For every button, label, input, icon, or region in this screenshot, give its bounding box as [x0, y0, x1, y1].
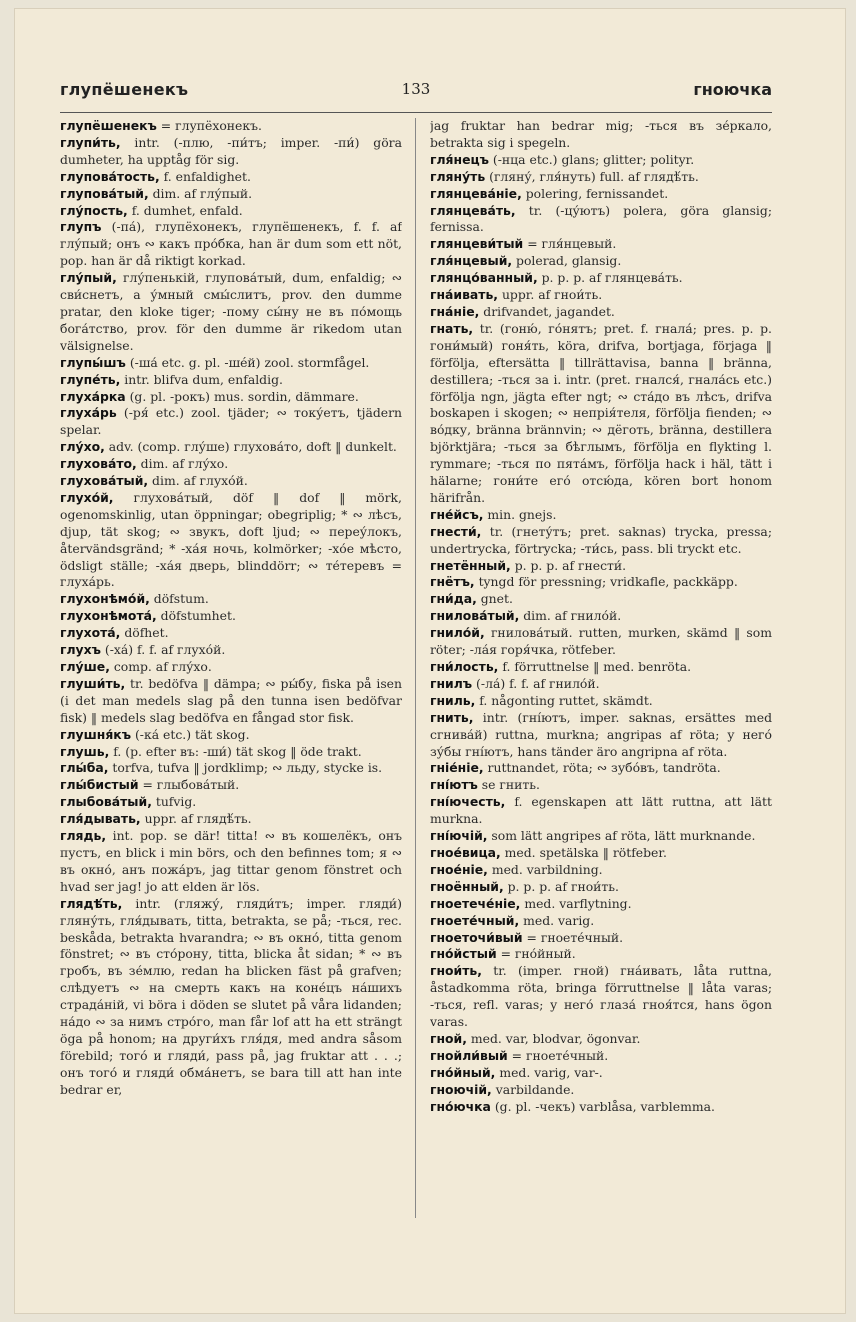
- dictionary-entry: [430, 321, 772, 507]
- entry-headword: глы́бистый: [60, 777, 139, 793]
- entry-definition: polerad, glansig.: [512, 253, 622, 269]
- dictionary-entry: [430, 845, 772, 862]
- entry-headword: глядѣ́ть,: [60, 895, 123, 911]
- entry-definition: (гляну́, гля́нуть) full. af глядѣ́ть.: [485, 168, 699, 184]
- entry-definition: p. p. p. af гнести́.: [510, 557, 627, 573]
- entry-definition: jag fruktar han bedrar mig; -ться въ зе́ркало, betrakta sig i spegeln.: [430, 118, 772, 150]
- entry-headword: гнилъ: [430, 675, 473, 691]
- entry-headword: гнило́й,: [430, 625, 485, 641]
- entry-definition: f. egenskapen att lätt ruttna, att lätt murkna.: [430, 794, 772, 827]
- entry-definition: dim. af глу́хо.: [136, 456, 229, 472]
- dictionary-entry: [60, 439, 402, 456]
- entry-definition: intr. (гляжу́, гляди́тъ; imper. гляди́) гляну́ть, гля́дывать, titta, betrakta, se på; -ться, rec. beskåda, betrakta hvarandra; ∾ въ окно́, titta genom fönstret; ∾ въ сто́рону, titta, blicka åt sidan; * ∾ въ гробъ, въ зе́млю, redan ha blicken fäst på grafven; слѣдуетъ ∾ на смерть какъ на коне́цъ на́шихъ страда́ній, vi böra i döden se slutet på våra lidanden; на́до ∾ за нимъ стро́го, man får lof att ha ett strängt öga på honom; на други́хъ гля́дя, med andra såsom förebild; того́ и гляди́, pass på, jag fruktar att . . .; онъ того́ и гляди́ обма́нетъ, se bara till att han inte bedrar er,: [60, 895, 402, 1097]
- dictionary-entry: [60, 744, 402, 761]
- dictionary-entry: [60, 405, 402, 439]
- entry-headword: глянцо́ванный,: [430, 270, 538, 286]
- entry-definition: глухова́тый, döf ‖ dof ‖ mörk, ogenomskinlig, utan öppningar; obegriplig; * ∾ лѣсъ, djup, tät skog; ∾ звукъ, doft ljud; ∾ переу́локъ, återvändsgränd; * -ха́я ночь, kolmörker; -хо́е мѣсто, ödsligt ställe; -ха́я дверь, blinddörr; ∾ те́теревъ = глуха́рь.: [60, 489, 402, 590]
- entry-definition: döfhet.: [120, 625, 169, 641]
- entry-headword: гнои́ть,: [430, 963, 482, 979]
- entry-headword: гнить,: [430, 709, 474, 725]
- dictionary-entry: [430, 1048, 772, 1065]
- entry-headword: гнетённый,: [430, 557, 511, 573]
- entry-headword: гна́ивать,: [430, 287, 499, 303]
- entry-definition: = гно́йный.: [496, 946, 576, 962]
- dictionary-entry: [60, 118, 402, 135]
- entry-headword: гні́ютъ: [430, 777, 478, 793]
- entry-definition: döfstumhet.: [156, 608, 236, 624]
- entry-headword: гнести́,: [430, 523, 482, 539]
- entry-definition: (g. pl. -рокъ) mus. sordin, dämmare.: [125, 388, 359, 404]
- dictionary-entry: [60, 896, 402, 1099]
- entry-definition: adv. (comp. глу́ше) глухова́то, doft ‖ dunkelt.: [104, 439, 397, 455]
- entry-definition: глу́пенькій, глупова́тый, dum, enfaldig; ∾ сви́снетъ, а у́мный смы́слитъ, prov. den dumme pratar, den kloke tiger; -пому сы́ну не въ по́мощь бога́тство, prov. för den dumme är rikedom utan välsignelse.: [60, 270, 402, 353]
- entry-headword: гно́йстый: [430, 946, 497, 962]
- entry-definition: uppr. af глядѣ́ть.: [140, 811, 252, 827]
- entry-definition: drifvandet, jagandet.: [479, 303, 615, 319]
- dictionary-entry: [430, 304, 772, 321]
- entry-definition: f. förruttnelse ‖ med. benröta.: [498, 659, 692, 674]
- dictionary-entry: [430, 186, 772, 203]
- dictionary-entry: [430, 1031, 772, 1048]
- entry-definition: f. (p. efter въ: -ши́) tät skog ‖ öde trakt.: [109, 743, 362, 759]
- entry-definition: dim. af гнило́й.: [519, 608, 622, 624]
- entry-headword: гноетече́ніе,: [430, 895, 521, 911]
- dictionary-entry: [430, 270, 772, 287]
- entry-definition: p. p. p. af гнои́ть.: [503, 878, 619, 894]
- entry-headword: гнать,: [430, 320, 474, 336]
- entry-headword: глухова́тый,: [60, 473, 149, 489]
- dictionary-entry: [430, 287, 772, 304]
- entry-headword: глу́пость,: [60, 202, 128, 218]
- dictionary-entry: [60, 456, 402, 473]
- dictionary-entry: [60, 355, 402, 372]
- entry-headword: гниль,: [430, 692, 476, 708]
- entry-headword: гное́вица,: [430, 844, 501, 860]
- dictionary-entry: [60, 659, 402, 676]
- dictionary-entry: [430, 558, 772, 575]
- entry-definition: (-па́), глупёхонекъ, глупёшенекъ, f. f. af глу́пый; онъ ∾ какъ про́бка, han är dum som ett nöt, pop. han är då riktigt korkad.: [60, 219, 402, 269]
- dictionary-entry: [60, 625, 402, 642]
- entry-definition: döfstum.: [149, 591, 209, 607]
- entry-headword: гноеточи́вый: [430, 929, 523, 945]
- entry-headword: глы́ба,: [60, 760, 109, 776]
- entry-headword: глухота́,: [60, 625, 121, 641]
- entry-definition: = гноете́чный.: [507, 1047, 609, 1063]
- entry-definition: f. enfaldighet.: [159, 168, 251, 184]
- entry-headword: глупёшенекъ: [60, 118, 157, 133]
- dictionary-entry: [430, 777, 772, 794]
- dictionary-entry: [430, 507, 772, 524]
- header-left-guideword: глупёшенекъ: [60, 80, 189, 99]
- entry-headword: гна́ніе,: [430, 303, 480, 319]
- entry-headword: гля́нцевый,: [430, 253, 513, 269]
- entry-headword: гля́нецъ: [430, 151, 489, 167]
- entry-headword: гни́да,: [430, 591, 477, 607]
- entry-headword: глухова́то,: [60, 456, 137, 472]
- entry-headword: глухо́й,: [60, 489, 114, 505]
- dictionary-entry: [430, 1082, 772, 1099]
- entry-headword: гнойли́вый: [430, 1047, 508, 1063]
- entry-definition: som lätt angripes af röta, lätt murknande.: [487, 828, 756, 844]
- entry-headword: гне́йсъ,: [430, 506, 484, 522]
- dictionary-entry: [430, 118, 772, 152]
- dictionary-entry: [60, 727, 402, 744]
- dictionary-entry: [430, 930, 772, 947]
- entry-definition: ruttnandet, röta; ∾ зубо́въ, tandröta.: [483, 760, 721, 776]
- dictionary-entry: [430, 169, 772, 186]
- dictionary-entry: [60, 794, 402, 811]
- right-column: [430, 118, 772, 1268]
- dictionary-entry: [430, 794, 772, 828]
- dictionary-entry: [430, 1099, 772, 1116]
- dictionary-entry: [430, 946, 772, 963]
- entry-definition: f. dumhet, enfald.: [127, 202, 243, 218]
- entry-headword: гной,: [430, 1030, 467, 1046]
- page-header: [60, 80, 772, 108]
- header-right-guideword: гноючка: [693, 80, 772, 99]
- entry-headword: гноете́чный,: [430, 912, 520, 928]
- dictionary-entry: [430, 152, 772, 169]
- dictionary-entry: [60, 760, 402, 777]
- entry-headword: глупы́шъ: [60, 354, 126, 370]
- dictionary-entry: [430, 676, 772, 693]
- dictionary-entry: [60, 608, 402, 625]
- entry-definition: uppr. af гнои́ть.: [498, 287, 603, 303]
- entry-headword: глу́пый,: [60, 270, 117, 286]
- entry-definition: p. p. p. af глянцева́ть.: [537, 270, 683, 286]
- dictionary-entry: [430, 913, 772, 930]
- dictionary-entry: [430, 524, 772, 558]
- dictionary-entry: [430, 659, 772, 676]
- entry-definition: tr. (imper. гной) гна́ивать, låta ruttna, åstadkomma röta, bringa förruttnelse ‖ låta varas; -ться, refl. varas; у него́ глаза́ гноя́тся, hans ögon varas.: [430, 963, 772, 1030]
- entry-definition: med. varflytning.: [520, 895, 632, 911]
- entry-definition: comp. af глу́хо.: [109, 659, 212, 674]
- dictionary-entry: [60, 811, 402, 828]
- entry-definition: (-нца etc.) glans; glitter; polityr.: [488, 151, 695, 167]
- entry-headword: гні́ючесть,: [430, 794, 506, 810]
- dictionary-entry: [60, 270, 402, 355]
- dictionary-entry: [430, 760, 772, 777]
- entry-headword: гноючій,: [430, 1081, 492, 1097]
- entry-definition: se гнить.: [477, 777, 540, 793]
- entry-definition: = гноете́чный.: [522, 929, 624, 945]
- entry-headword: глуши́ть,: [60, 675, 126, 691]
- dictionary-entry: [430, 862, 772, 879]
- entry-headword: глянцева́ть,: [430, 202, 516, 218]
- entry-headword: глушь,: [60, 743, 110, 759]
- entry-headword: глухъ: [60, 642, 101, 658]
- entry-definition: = глыбова́тый.: [138, 777, 240, 793]
- page-number: 133: [401, 80, 431, 98]
- entry-headword: гно́ючка: [430, 1098, 491, 1114]
- entry-definition: (-ря́ etc.) zool. tjäder; ∾ току́етъ, tjädern spelar.: [60, 405, 402, 438]
- dictionary-entry: [430, 710, 772, 761]
- entry-headword: гні́ючій,: [430, 828, 488, 844]
- dictionary-entry: [60, 372, 402, 389]
- entry-headword: гное́ніе,: [430, 861, 488, 877]
- entry-definition: = глупёхонекъ.: [156, 118, 262, 133]
- entry-definition: gnet.: [476, 591, 513, 607]
- entry-definition: varbildande.: [491, 1081, 575, 1097]
- entry-definition: (g. pl. -чекъ) varblåsa, varblemma.: [490, 1098, 715, 1114]
- entry-headword: гни́лость,: [430, 659, 499, 674]
- entry-headword: гноённый,: [430, 878, 504, 894]
- dictionary-entry: [60, 490, 402, 591]
- entry-definition: гнилова́тый. rutten, murken, skämd ‖ som röter; -ла́я горя́чка, rötfeber.: [430, 625, 772, 658]
- entry-definition: tufvig.: [151, 794, 197, 810]
- dictionary-entry: [430, 608, 772, 625]
- dictionary-entry: [430, 203, 772, 237]
- entry-headword: глупова́тый,: [60, 185, 149, 201]
- entry-headword: глу́хо,: [60, 439, 105, 455]
- entry-headword: гніе́ніе,: [430, 760, 484, 776]
- dictionary-entry: [430, 896, 772, 913]
- entry-headword: глянцева́ніе,: [430, 185, 522, 201]
- dictionary-entry: [60, 219, 402, 270]
- entry-definition: intr. blifva dum, enfaldig.: [120, 371, 283, 387]
- dictionary-entry: [430, 253, 772, 270]
- dictionary-entry: [430, 693, 772, 710]
- dictionary-entry: [430, 574, 772, 591]
- entry-definition: (-ка́ etc.) tät skog.: [131, 726, 250, 742]
- entry-definition: intr. (-плю, -пи́тъ; imper. -пи́) göra dumheter, ha upptåg för sig.: [60, 134, 402, 167]
- entry-headword: глупе́ть,: [60, 371, 121, 387]
- entry-headword: глухонѣмо́й,: [60, 591, 150, 607]
- entry-definition: intr. (гні́ютъ, imper. saknas, ersättes med сгнива́й) ruttna, murkna; angripas af röta; у него́ зу́бы гні́ютъ, hans tänder äro angripna af röta.: [430, 709, 772, 759]
- entry-definition: tr. (-цу́ютъ) polera, göra glansig; fernissa.: [430, 202, 772, 235]
- entry-headword: глупова́тость,: [60, 168, 160, 184]
- entry-definition: = гля́нцевый.: [523, 236, 617, 252]
- entry-definition: (-ха́) f. f. af глухо́й.: [100, 642, 226, 658]
- entry-headword: глу́ше,: [60, 659, 110, 674]
- entry-headword: глупи́ть,: [60, 134, 121, 150]
- entry-definition: tr. (гоню́, го́нятъ; pret. f. гнала́; pres. p. p. гони́мый) гоня́ть, köra, drifva, bortjaga, förjaga ‖ förfölja, eftersätta ‖ tillrättavisa, banna ‖ bränna, destillera; -ться за i. intr. (pret. гнался́, гнала́сь etc.) förfölja ngn, jägta efter ngt; ∾ ста́до въ лѣсъ, drifva boskapen i skogen; ∾ непрія́теля, förfölja fienden; ∾ во́дку, bränna brännvin; ∾ дёготь, bränna, destillera björktjära; -ться за бѣглымъ, förfölja en flykting l. rymmare; -ться по пята́мъ, förfölja hack i häl, tätt i hälarne; гони́те его́ отсю́да, kören bort honom härifrån.: [430, 320, 772, 505]
- entry-headword: гля́дывать,: [60, 811, 141, 827]
- entry-headword: глянцеви́тый: [430, 236, 524, 252]
- entry-headword: гнилова́тый,: [430, 608, 520, 624]
- entry-headword: глядь,: [60, 828, 107, 844]
- entry-definition: torfva, tufva ‖ jordklimp; ∾ льду, stycke is.: [108, 760, 383, 776]
- dictionary-entry: [60, 473, 402, 490]
- entry-headword: глухонѣмота́,: [60, 608, 157, 624]
- entry-definition: min. gnejs.: [483, 506, 557, 522]
- column-divider: [415, 118, 416, 1218]
- entry-definition: med. varig.: [519, 912, 595, 928]
- dictionary-entry: [60, 389, 402, 406]
- dictionary-entry: [430, 591, 772, 608]
- dictionary-entry: [60, 676, 402, 727]
- dictionary-entry: [60, 169, 402, 186]
- dictionary-entry: [60, 186, 402, 203]
- dictionary-entry: [60, 777, 402, 794]
- dictionary-entry: [430, 236, 772, 253]
- entry-definition: (-ша́ etc. g. pl. -шéй) zool. stormfågel.: [125, 354, 370, 370]
- left-column: [60, 118, 402, 1268]
- dictionary-entry: [60, 135, 402, 169]
- entry-headword: глуха́рь: [60, 405, 117, 421]
- dictionary-entry: [430, 879, 772, 896]
- entry-definition: (-ла́) f. f. af гнило́й.: [472, 675, 600, 691]
- entry-definition: polering, fernissandet.: [521, 185, 669, 201]
- dictionary-entry: [430, 963, 772, 1031]
- entry-definition: tyngd för pressning; vridkafle, packkäpp.: [474, 574, 738, 590]
- entry-definition: tr. bedöfva ‖ dämpa; ∾ ры́бу, fiska på isen (i det man medels slag på den tunna isen bedöfvar fisk) ‖ medels slag bedöfva en fångad stor fisk.: [60, 675, 402, 725]
- header-rule: [60, 112, 772, 113]
- entry-definition: med. var, blodvar, ögonvar.: [466, 1030, 641, 1046]
- dictionary-entry: [60, 828, 402, 896]
- entry-definition: tr. (гнету́тъ; pret. saknas) trycka, pressa; undertrycka, förtrycka; -ти́сь, pass. bli tryckt etc.: [430, 523, 772, 556]
- entry-headword: глушня́къ: [60, 726, 132, 742]
- entry-definition: med. spetälska ‖ rötfeber.: [500, 844, 667, 860]
- entry-definition: int. pop. se där! titta! ∾ въ кошелёкъ, онъ пустъ, en blick i min börs, och den befinnes tom; я ∾ въ окно́, анъ пожа́ръ, jag tittar genom fönstret och hvad ser jag! jo att elden är lös.: [60, 828, 402, 894]
- dictionary-entry: [60, 642, 402, 659]
- entry-definition: dim. af глу́пый.: [148, 185, 253, 201]
- entry-definition: med. varig, var-.: [495, 1064, 603, 1080]
- dictionary-entry: [60, 203, 402, 220]
- entry-headword: глупъ: [60, 219, 102, 235]
- dictionary-entry: [430, 828, 772, 845]
- dictionary-entry: [430, 625, 772, 659]
- dictionary-entry: [430, 1065, 772, 1082]
- entry-definition: f. någonting ruttet, skämdt.: [475, 692, 653, 708]
- entry-headword: глыбова́тый,: [60, 794, 152, 810]
- entry-headword: гнётъ,: [430, 574, 475, 590]
- entry-definition: med. varbildning.: [487, 861, 603, 877]
- entry-headword: гно́йный,: [430, 1064, 496, 1080]
- entry-headword: глуха́рка: [60, 388, 126, 404]
- dictionary-entry: [60, 591, 402, 608]
- entry-headword: гляну́ть: [430, 168, 486, 184]
- entry-definition: dim. af глухо́й.: [148, 473, 248, 489]
